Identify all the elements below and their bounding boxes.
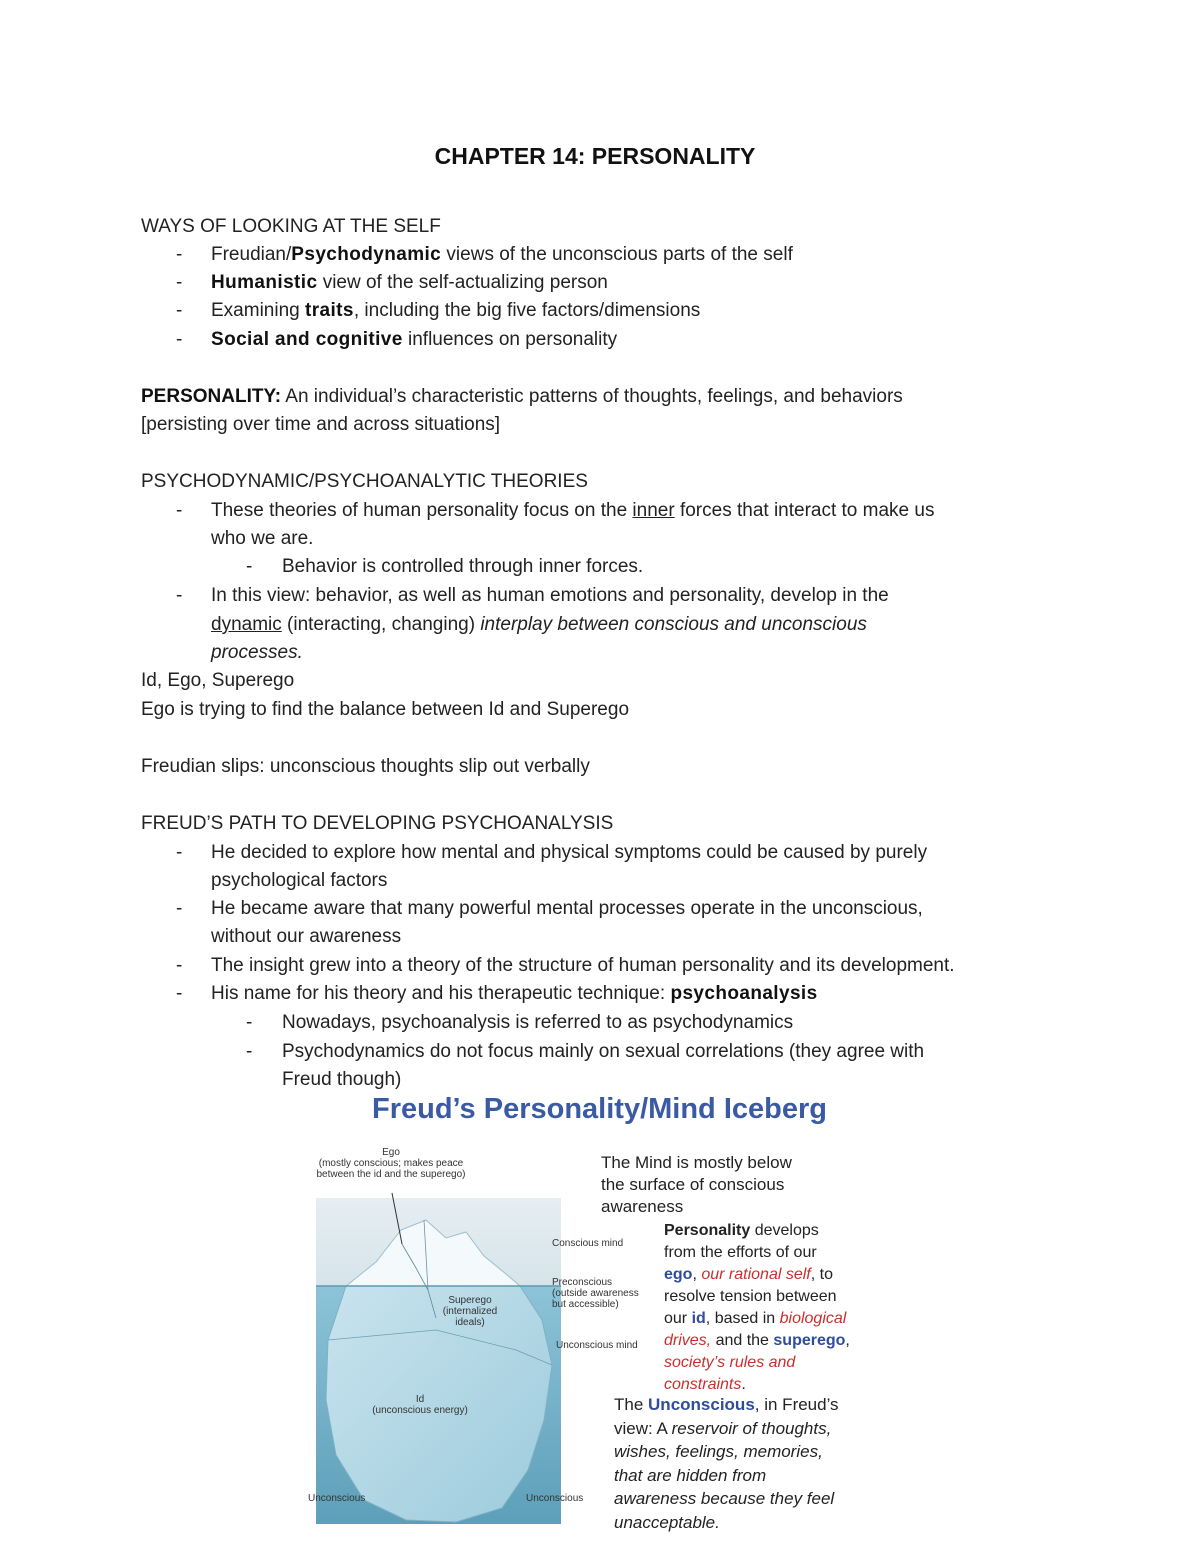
- unconscious-mind-label: Unconscious mind: [556, 1340, 638, 1351]
- text: , based in: [705, 1310, 780, 1327]
- superego-term: superego: [773, 1332, 846, 1349]
- label-line: Ego: [382, 1147, 400, 1158]
- path-item-2: He became aware that many powerful mental processes operate in the unconscious,: [211, 898, 923, 919]
- id-label: [360, 1394, 480, 1416]
- red-term: constraints: [664, 1376, 742, 1393]
- bold-term: Personality: [664, 1222, 751, 1239]
- unconscious-term: Unconscious: [648, 1395, 755, 1414]
- path-item-2-cont: without our awareness: [211, 926, 402, 947]
- text: The: [614, 1395, 649, 1414]
- iceberg-illustration: [306, 1190, 571, 1530]
- label-line: (internalized: [442, 1306, 498, 1317]
- note-line: that are hidden from: [614, 1465, 767, 1485]
- path-subitem-1: Nowadays, psychoanalysis is referred to as psychodynamics: [282, 1012, 794, 1033]
- italic-text: reservoir of thoughts,: [671, 1418, 832, 1438]
- text: our: [664, 1310, 692, 1327]
- bold-term: Humanistic: [211, 272, 318, 293]
- note-line: awareness because they feel: [614, 1489, 835, 1508]
- text: His name for his theory and his therapeutic technique:: [211, 983, 671, 1004]
- freud-path-heading: FREUD’S PATH TO DEVELOPING PSYCHOANALYSIS: [141, 813, 614, 834]
- text: (interacting, changing): [281, 614, 481, 635]
- ways-item-2: [211, 272, 608, 294]
- id-term: id: [691, 1310, 706, 1327]
- text: forces that interact to make us: [674, 500, 935, 521]
- label-line: between the id and the superego): [316, 1169, 466, 1180]
- superego-label: [425, 1295, 515, 1328]
- red-term: biological: [779, 1310, 847, 1327]
- definition-label: PERSONALITY:: [141, 386, 282, 407]
- ways-item-1: [211, 244, 793, 266]
- underlined-term: dynamic: [211, 614, 282, 635]
- freudian-slips: Freudian slips: unconscious thoughts slip out verbally: [141, 756, 590, 777]
- text: An individual’s characteristic patterns of thoughts, feelings, and behaviors: [281, 386, 903, 407]
- text: Examining: [211, 300, 305, 321]
- note-mind-below: [601, 1152, 792, 1218]
- note-line: [614, 1417, 839, 1441]
- note-line: [664, 1308, 850, 1330]
- unconscious-right-label: Unconscious: [526, 1493, 584, 1504]
- note-line: the surface of conscious: [601, 1175, 785, 1194]
- ways-item-3: [211, 300, 700, 322]
- path-item-3: The insight grew into a theory of the structure of human personality and its development.: [211, 955, 955, 976]
- text: Freudian/: [211, 244, 292, 265]
- note-line: awareness: [601, 1197, 684, 1216]
- text: views of the unconscious parts of the self: [441, 244, 793, 265]
- note-line: [614, 1393, 839, 1417]
- id-ego-superego: Id, Ego, Superego: [141, 670, 295, 691]
- text: and the: [711, 1332, 774, 1349]
- text: view of the self-actualizing person: [317, 272, 608, 293]
- label-line: Id: [415, 1394, 425, 1405]
- psycho-heading: PSYCHODYNAMIC/PSYCHOANALYTIC THEORIES: [141, 471, 588, 492]
- path-item-1-cont: psychological factors: [211, 870, 388, 891]
- ego-label: [316, 1147, 466, 1180]
- psycho-item-2-cont: [211, 614, 867, 636]
- text: ,: [692, 1266, 702, 1283]
- note-line: resolve tension between: [664, 1288, 837, 1305]
- label-line: (mostly conscious; makes peace: [318, 1158, 464, 1169]
- unconscious-left-label: Unconscious: [308, 1493, 366, 1504]
- bold-term: Psychodynamic: [291, 244, 442, 265]
- personality-definition-cont: [persisting over time and across situations]: [141, 414, 501, 435]
- bullet-dash: -: [176, 842, 183, 863]
- ego-balance: Ego is trying to find the balance between Id and Superego: [141, 699, 630, 720]
- psycho-item-2: In this view: behavior, as well as human emotions and personality, develop in the: [211, 585, 889, 606]
- bullet-dash: -: [176, 898, 183, 919]
- psycho-item-2-cont2: processes.: [211, 642, 303, 663]
- note-line: from the efforts of our: [664, 1244, 817, 1261]
- ways-item-4: [211, 329, 617, 351]
- note-line: The Mind is mostly below: [601, 1153, 792, 1172]
- path-subitem-2-cont: Freud though): [282, 1069, 402, 1090]
- note-line: wishes, feelings, memories,: [614, 1442, 823, 1461]
- note-line: society’s rules and: [664, 1354, 796, 1371]
- text: ,: [845, 1332, 850, 1349]
- label-line: (outside awareness: [552, 1288, 639, 1299]
- bold-term: psychoanalysis: [670, 983, 818, 1004]
- note-line: [664, 1330, 850, 1352]
- label-line: (unconscious energy): [372, 1405, 468, 1416]
- bullet-dash: -: [176, 244, 183, 265]
- text: view: A: [614, 1418, 672, 1438]
- note-personality: [664, 1220, 850, 1396]
- bullet-dash: -: [176, 272, 183, 293]
- bullet-dash: -: [246, 556, 253, 577]
- label-line: Preconscious: [552, 1277, 613, 1288]
- bullet-dash: -: [176, 585, 183, 606]
- text: influences on personality: [402, 329, 618, 350]
- bullet-dash: -: [176, 955, 183, 976]
- text: , including the big five factors/dimensions: [353, 300, 701, 321]
- text: , to: [810, 1266, 833, 1283]
- note-line: [664, 1220, 850, 1242]
- page-title: CHAPTER 14: PERSONALITY: [434, 143, 756, 169]
- ways-heading: WAYS OF LOOKING AT THE SELF: [141, 216, 441, 237]
- note-line: [664, 1264, 850, 1286]
- bold-term: traits: [305, 300, 354, 321]
- figure-title: Freud’s Personality/Mind Iceberg: [372, 1093, 827, 1125]
- bullet-dash: -: [176, 500, 183, 521]
- psycho-subitem-1: Behavior is controlled through inner forces.: [282, 556, 644, 577]
- label-line: but accessible): [552, 1299, 619, 1310]
- text: , in Freud’s: [754, 1395, 839, 1414]
- note-unconscious: [614, 1393, 839, 1534]
- psycho-item-1: [211, 500, 934, 522]
- red-term: drives,: [664, 1332, 712, 1349]
- label-line: Superego: [448, 1295, 492, 1306]
- personality-definition: [141, 386, 903, 408]
- psycho-item-1-cont: who we are.: [211, 528, 314, 549]
- bullet-dash: -: [176, 300, 183, 321]
- preconscious-label: [552, 1277, 639, 1310]
- bullet-dash: -: [246, 1012, 253, 1033]
- path-subitem-2: Psychodynamics do not focus mainly on sexual correlations (they agree with: [282, 1041, 925, 1062]
- ego-term: ego: [664, 1266, 693, 1283]
- text: .: [741, 1376, 746, 1393]
- note-line: unacceptable.: [614, 1512, 720, 1532]
- path-item-1: He decided to explore how mental and physical symptoms could be caused by purely: [211, 842, 928, 863]
- italic-text: interplay between conscious and unconscious: [480, 614, 867, 635]
- text: develops: [750, 1222, 819, 1239]
- underlined-term: inner: [632, 500, 675, 521]
- red-term: our rational self: [701, 1266, 811, 1283]
- conscious-mind-label: Conscious mind: [552, 1238, 624, 1249]
- bold-term: Social and cognitive: [211, 329, 403, 350]
- path-item-4: [211, 983, 818, 1005]
- bullet-dash: -: [176, 329, 183, 350]
- label-line: ideals): [455, 1317, 485, 1328]
- bullet-dash: -: [246, 1041, 253, 1062]
- bullet-dash: -: [176, 983, 183, 1004]
- text: These theories of human personality focus on the: [211, 500, 633, 521]
